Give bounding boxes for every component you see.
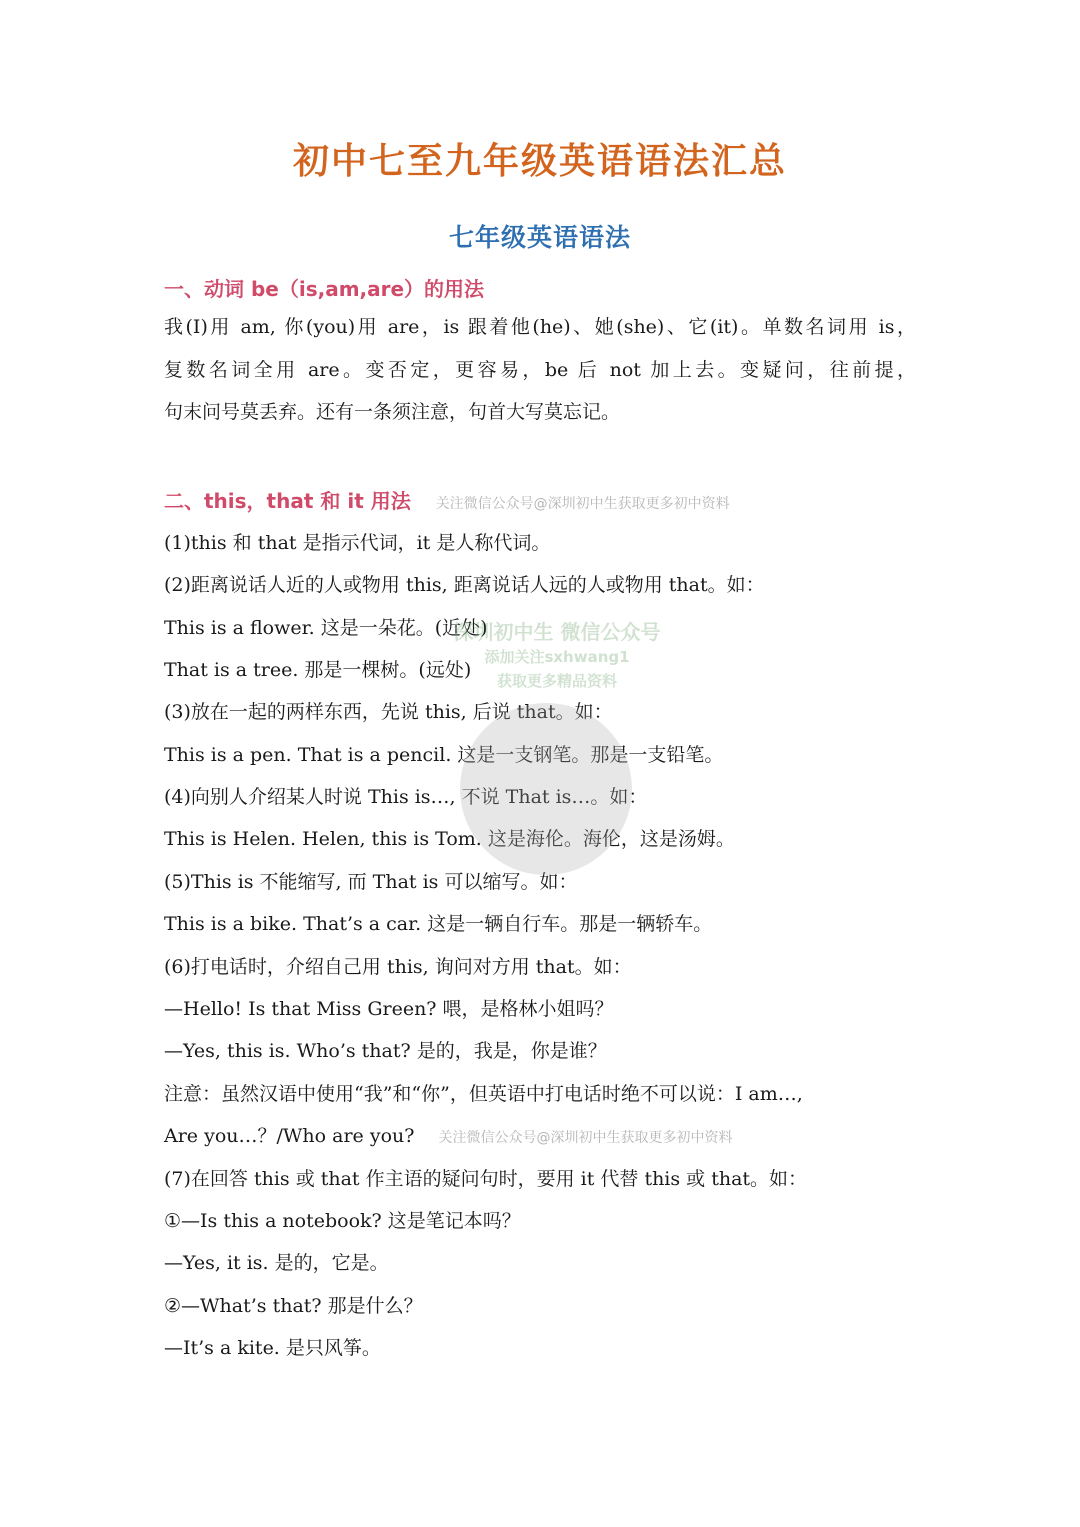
section2-line: This is a pen. That is a pencil. 这是一支钢笔。那是一支铅笔。 <box>164 744 724 766</box>
section2-line: That is a tree. 那是一棵树。(远处) <box>164 659 472 681</box>
section2-line: (2)距离说话人近的人或物用 this, 距离说话人远的人或物用 that。如： <box>164 574 765 596</box>
section2-line: —Yes, this is. Who’s that? 是的，我是，你是谁？ <box>164 1040 607 1062</box>
section1-line: 句末问号莫丢弃。还有一条须注意，句首大写莫忘记。 <box>164 401 621 423</box>
section2-line: —Yes, it is. 是的，它是。 <box>164 1252 389 1274</box>
watermark-line: 深圳初中生 微信公众号 <box>453 620 661 644</box>
section2-line: This is Helen. Helen, this is Tom. 这是海伦。海伦，这是汤姆。 <box>164 828 735 850</box>
watermark-note: 关注微信公众号@深圳初中生获取更多初中资料 <box>435 496 730 512</box>
section-subtitle: 七年级英语语法 <box>448 223 631 252</box>
watermark-line: 添加关注sxhwang1 <box>484 648 630 666</box>
section2-line: —It’s a kite. 是只风筝。 <box>164 1337 381 1359</box>
section1-line: 复数名词全用 are。变否定，更容易，be 后 not 加上去。变疑问，往前提， <box>164 358 916 381</box>
section2-line: ①—Is this a notebook? 这是笔记本吗？ <box>164 1210 521 1232</box>
watermark-note: 关注微信公众号@深圳初中生获取更多初中资料 <box>438 1130 733 1146</box>
section2-heading-text: 二、this，that 和 it 用法 <box>164 489 411 513</box>
section2-line: (4)向别人介绍某人时说 This is…, 不说 That is…。如： <box>164 786 648 808</box>
section2-line: (1)this 和 that 是指示代词，it 是人称代词。 <box>164 532 551 554</box>
section2-line: This is a flower. 这是一朵花。(近处) <box>164 617 488 639</box>
section1-heading-text: 一、动词 be（is,am,are）的用法 <box>164 277 485 301</box>
section2-line: (3)放在一起的两样东西，先说 this, 后说 that。如： <box>164 701 613 723</box>
section2-line: (6)打电话时，介绍自己用 this, 询问对方用 that。如： <box>164 956 632 978</box>
section1-heading <box>164 273 484 302</box>
section2-line: (5)This is 不能缩写, 而 That is 可以缩写。如： <box>164 871 578 893</box>
section1-paragraph <box>164 306 916 434</box>
watermark-line: 获取更多精品资料 <box>496 672 617 690</box>
section2-line: 注意：虽然汉语中使用“我”和“你”，但英语中打电话时绝不可以说：I am…, <box>164 1083 803 1105</box>
section2-line-text: Are you…？/Who are you? <box>164 1125 415 1147</box>
section2-line <box>164 1121 732 1148</box>
section2-line: This is a bike. That’s a car. 这是一辆自行车。那是一辆轿车。 <box>164 913 713 935</box>
section1-line: 我(I)用 am, 你(you)用 are，is 跟着他(he)、她(she)、它(it)。单数名词用 is， <box>164 316 916 338</box>
page-title: 初中七至九年级英语语法汇总 <box>292 141 787 182</box>
section2-heading <box>164 485 730 514</box>
section2-line: (7)在回答 this 或 that 作主语的疑问句时，要用 it 代替 this 或 that。如： <box>164 1168 808 1190</box>
section2-line: ②—What’s that? 那是什么？ <box>164 1295 423 1317</box>
section2-line: —Hello! Is that Miss Green? 喂，是格林小姐吗？ <box>164 998 614 1020</box>
